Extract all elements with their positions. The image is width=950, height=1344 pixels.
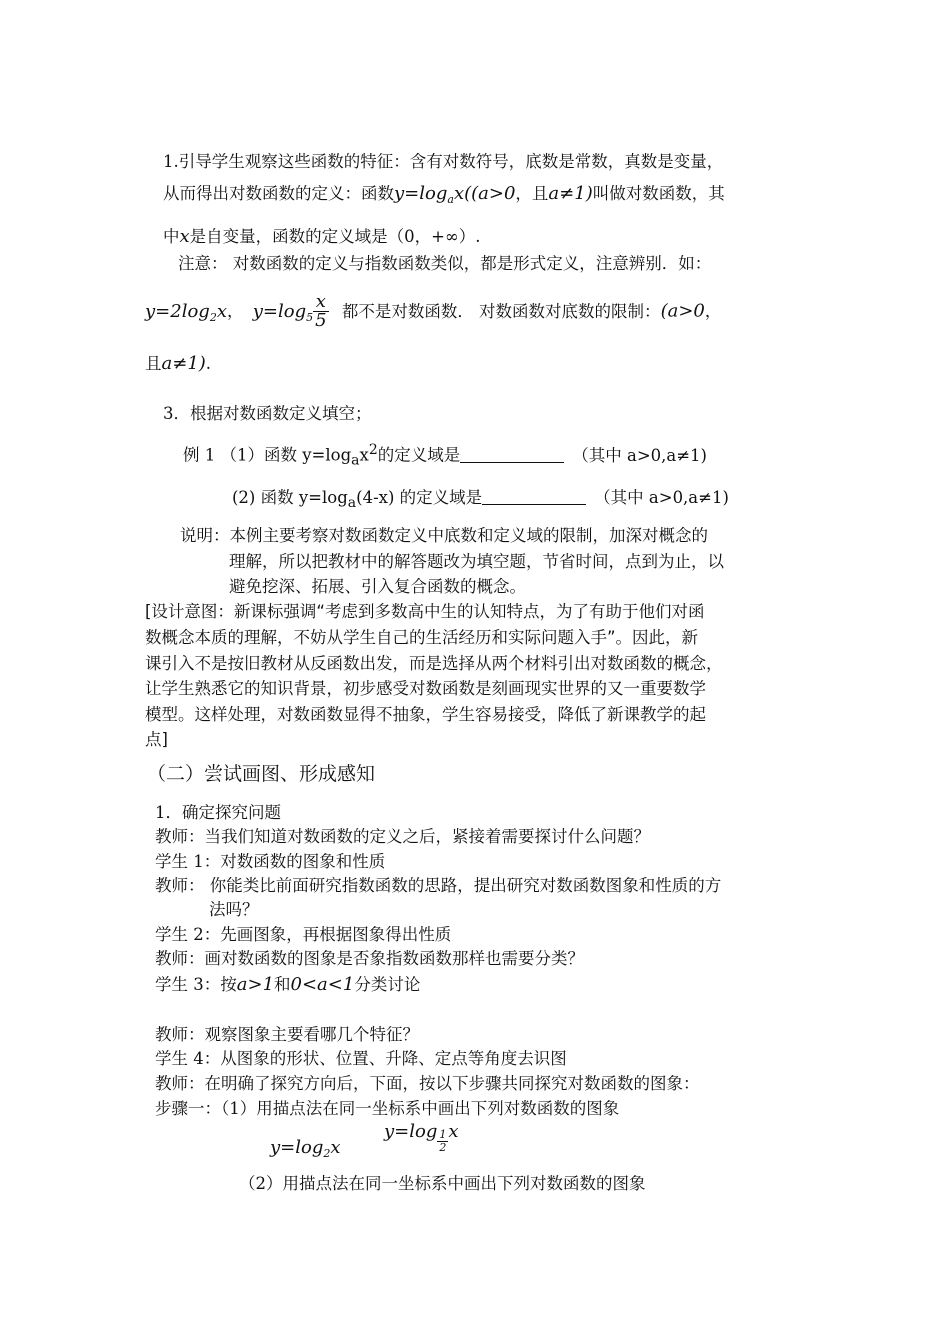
note-line-2: $y=2\log_2x$， $y=\log_5$ $\frac{x}{5}$ 都不是对数函数． 对数函数对底数的限制：(a>0， [145, 291, 722, 331]
example-1-line: 例 1 （1）函数 $y=\log_ax^2$的定义域是 （其中 a>0,a≠1) [183, 442, 707, 469]
definition-mid: ，且 [515, 184, 549, 203]
sec2-line-9: 教师：观察图象主要看哪几个特征？ [155, 1025, 419, 1044]
formula-log2: $y=\log_2x$ [270, 1137, 341, 1160]
definition-line-1: 1.引导学生观察这些函数的特征：含有对数符号，底数是常数，真数是变量， [163, 152, 724, 171]
design-line-3: 课引入不是按旧教材从反函数出发，而是选择从两个材料引出对数函数的概念， [145, 654, 723, 673]
explain-line-1: 说明：本例主要考察对数函数定义中底数和定义域的限制，加深对概念的 [180, 526, 708, 545]
log-formula: $y=\log_ax((a>0$ [394, 183, 516, 206]
sec2-line-12: 步骤一：（1）用描点法在同一坐标系中画出下列对数函数的图象 [155, 1099, 620, 1118]
design-line-4: 让学生熟悉它的知识背景，初步感受对数函数是刻画现实世界的又一重要数学 [145, 679, 706, 698]
sec2-line-8: 学生 3：按a>1和0<a<1分类讨论 [155, 974, 421, 995]
blank-2 [482, 488, 586, 505]
sec2-line-2: 教师：当我们知道对数函数的定义之后，紧接着需要探讨什么问题？ [155, 827, 650, 846]
sec2-line-7: 教师：画对数函数的图象是否象指数函数那样也需要分类？ [155, 949, 584, 968]
design-line-2: 数概念本质的理解，不妨从学生自己的生活经历和实际问题入手”。因此，新 [145, 628, 699, 647]
sec2-line-6: 学生 2：先画图象，再根据图象得出性质 [155, 925, 452, 944]
note-line-3: 且a≠1). [145, 353, 212, 374]
note-line-1: 注意： 对数函数的定义与指数函数类似，都是形式定义，注意辨别．如： [178, 254, 712, 273]
sec2-line-4: 教师： 你能类比前面研究指数函数的思路，提出研究对数函数图象和性质的方 [155, 876, 722, 895]
example-formula-2: $y=\log_5$ $\frac{x}{5}$ [252, 291, 327, 331]
example-formula-1: $y=2\log_2x$ [145, 300, 227, 324]
definition-line-2 [163, 182, 725, 212]
definition-text-a: 从而得出对数函数的定义：函数 [163, 184, 394, 203]
sec2-line-11: 教师：在明确了探究方向后，下面，按以下步骤共同探究对数函数的图象： [155, 1074, 700, 1093]
design-line-1: [设计意图：新课标强调“考虑到多数高中生的认知特点，为了有助于他们对函 [145, 602, 705, 621]
sec2-line-10: 学生 4：从图象的形状、位置、升降、定点等角度去识图 [155, 1049, 567, 1068]
definition-line-3: 中x是自变量，函数的定义域是（0，+∞）. [163, 226, 481, 247]
blank-1 [460, 446, 564, 463]
log-condition: a≠1) [548, 183, 593, 204]
explain-line-2: 理解，所以把教材中的解答题改为填空题，节省时间，点到为止，以 [229, 552, 724, 571]
sec2-line-3: 学生 1：对数函数的图象和性质 [155, 852, 386, 871]
sec2-line-5: 法吗？ [209, 900, 259, 919]
example-2-line: (2) 函数 $y=\log_a(4-x)$ 的定义域是 （其中 a>0,a≠1) [232, 488, 729, 511]
sec2-line-1: 1．确定探究问题 [155, 803, 281, 822]
section-3-title: 3．根据对数函数定义填空； [163, 404, 372, 423]
sec2-line-13: （2）用描点法在同一坐标系中画出下列对数函数的图象 [239, 1174, 646, 1193]
section-heading: （二）尝试画图、形成感知 [147, 763, 376, 785]
design-line-5: 模型。这样处理，对数函数显得不抽象，学生容易接受，降低了新课教学的起 [145, 705, 706, 724]
definition-text-b: 叫做对数函数，其 [592, 184, 725, 203]
design-line-6: 点] [145, 730, 168, 749]
formula-log-half: y=log $\frac{1}{2}$ x [384, 1121, 459, 1154]
explain-line-3: 避免挖深、拓展、引入复合函数的概念。 [229, 577, 526, 596]
